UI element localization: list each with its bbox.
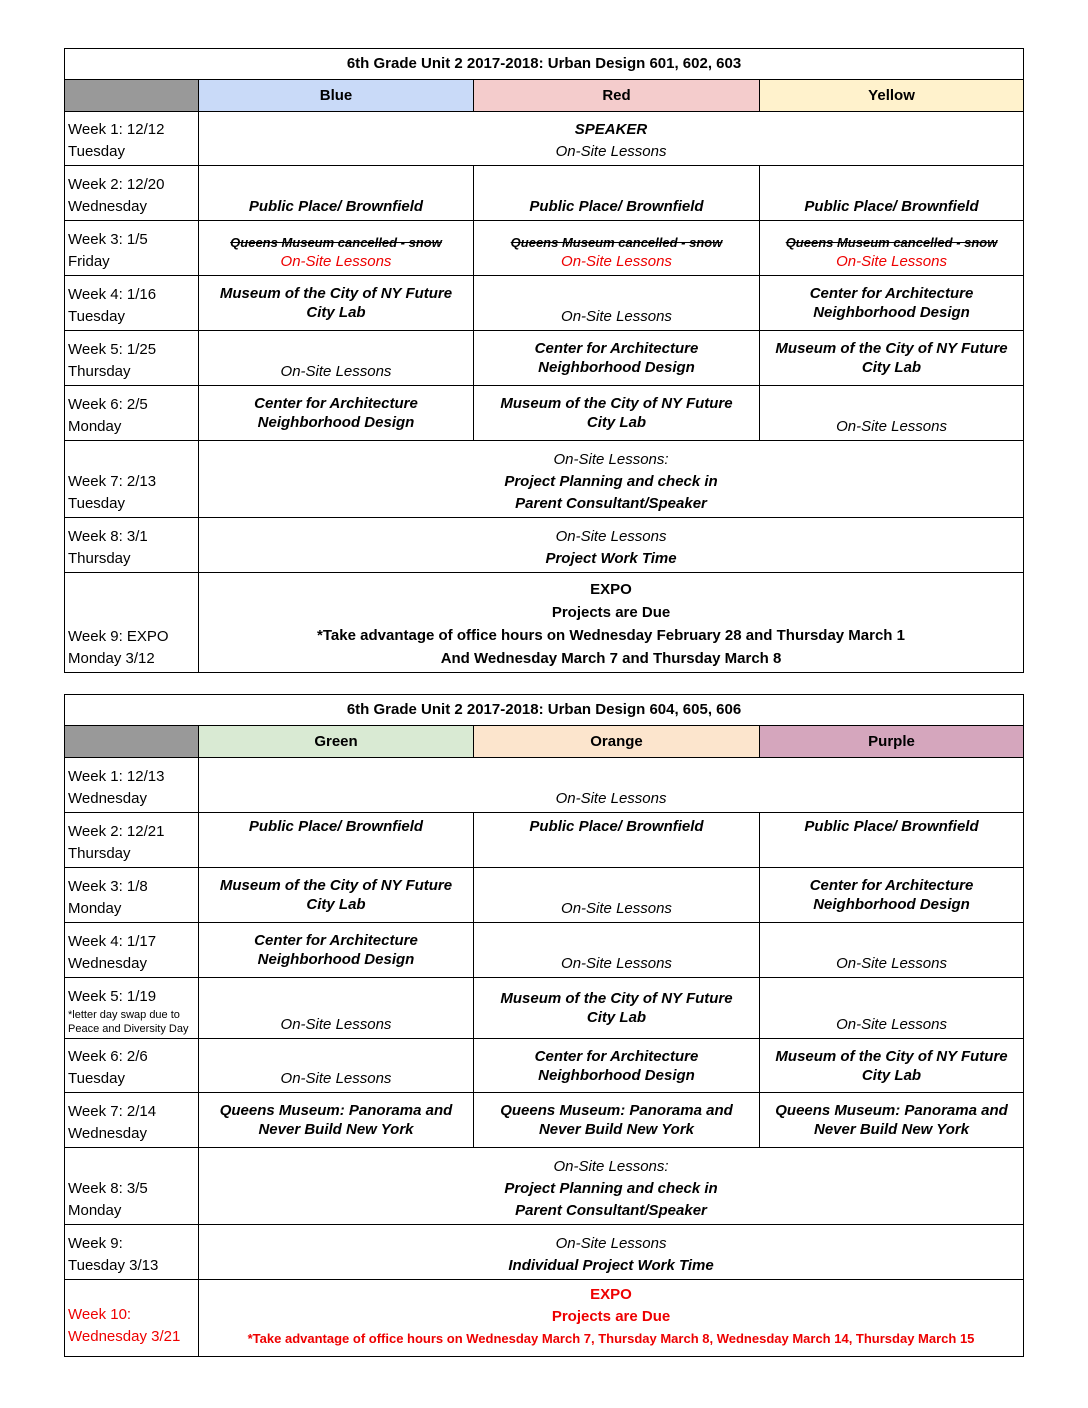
table-row [65, 221, 1024, 276]
activity-cell: Center for Architecture Neighborhood Design [199, 923, 474, 978]
table-row [65, 1225, 1024, 1280]
group-orange: Orange [474, 726, 760, 758]
week-label: Week 3: 1/5 Friday [65, 221, 199, 276]
schedule-table-601-603 [64, 48, 1024, 673]
activity-cell: Museum of the City of NY Future City Lab [199, 276, 474, 331]
week-label: Week 3: 1/8 Monday [65, 868, 199, 923]
activity-cell: Public Place/ Brownfield [760, 166, 1024, 221]
table-row [65, 386, 1024, 441]
week-activity: SPEAKER On-Site Lessons [199, 112, 1024, 166]
activity-cell: Center for Architecture Neighborhood Design [199, 386, 474, 441]
week-label: Week 8: 3/1 Thursday [65, 518, 199, 573]
table-row [65, 573, 1024, 673]
week-label: Week 7: 2/14 Wednesday [65, 1093, 199, 1148]
week-label: Week 4: 1/17 Wednesday [65, 923, 199, 978]
week-label: Week 10: Wednesday 3/21 [65, 1280, 199, 1357]
week-label: Week 8: 3/5 Monday [65, 1148, 199, 1225]
activity-cell: Public Place/ Brownfield [760, 813, 1024, 868]
activity-cell: On-Site Lessons [199, 978, 474, 1039]
expo-activity: EXPO Projects are Due *Take advantage of office hours on Wednesday March 7, Thursday March 8, Wednesday March 14, Thursday March 15 [199, 1280, 1024, 1357]
week-label: Week 2: 12/20 Wednesday [65, 166, 199, 221]
activity-cell: Museum of the City of NY Future City Lab [474, 978, 760, 1039]
activity-cell: Queens Museum cancelled - snow On-Site Lessons [760, 221, 1024, 276]
group-header-row [65, 80, 1024, 112]
activity-cell: On-Site Lessons [474, 923, 760, 978]
table-title: 6th Grade Unit 2 2017-2018: Urban Design 601, 602, 603 [65, 49, 1024, 80]
activity-cell: Museum of the City of NY Future City Lab [474, 386, 760, 441]
table-row [65, 112, 1024, 166]
activity-cell: On-Site Lessons [760, 978, 1024, 1039]
activity-cell: On-Site Lessons [474, 276, 760, 331]
week-label: Week 7: 2/13 Tuesday [65, 441, 199, 518]
group-red: Red [474, 80, 760, 112]
week-label: Week 5: 1/25 Thursday [65, 331, 199, 386]
header-corner [65, 726, 199, 758]
week-label: Week 1: 12/13 Wednesday [65, 758, 199, 813]
table-row [65, 978, 1024, 1039]
activity-cell: Museum of the City of NY Future City Lab [760, 331, 1024, 386]
activity-cell: Queens Museum: Panorama and Never Build New York [199, 1093, 474, 1148]
activity-cell: Public Place/ Brownfield [199, 813, 474, 868]
activity-cell: On-Site Lessons [474, 868, 760, 923]
activity-cell: Queens Museum: Panorama and Never Build New York [760, 1093, 1024, 1148]
week-label: Week 9: EXPO Monday 3/12 [65, 573, 199, 673]
week-label: Week 9: Tuesday 3/13 [65, 1225, 199, 1280]
table-row [65, 166, 1024, 221]
activity-cell: On-Site Lessons [760, 386, 1024, 441]
week-activity: On-Site Lessons: Project Planning and check in Parent Consultant/Speaker [199, 1148, 1024, 1225]
activity-cell: Center for Architecture Neighborhood Design [760, 868, 1024, 923]
week-label: Week 6: 2/5 Monday [65, 386, 199, 441]
group-purple: Purple [760, 726, 1024, 758]
activity-cell: Queens Museum cancelled - snow On-Site Lessons [474, 221, 760, 276]
week-label: Week 2: 12/21 Thursday [65, 813, 199, 868]
activity-cell: Center for Architecture Neighborhood Design [474, 331, 760, 386]
week-activity: On-Site Lessons Individual Project Work Time [199, 1225, 1024, 1280]
table-row [65, 276, 1024, 331]
activity-cell: Queens Museum cancelled - snow On-Site Lessons [199, 221, 474, 276]
week-activity: On-Site Lessons Project Work Time [199, 518, 1024, 573]
activity-cell: Center for Architecture Neighborhood Design [474, 1039, 760, 1093]
group-yellow: Yellow [760, 80, 1024, 112]
activity-cell: Public Place/ Brownfield [474, 166, 760, 221]
activity-cell: Center for Architecture Neighborhood Design [760, 276, 1024, 331]
table-row [65, 518, 1024, 573]
week-label: Week 6: 2/6 Tuesday [65, 1039, 199, 1093]
group-blue: Blue [199, 80, 474, 112]
expo-activity: EXPO Projects are Due *Take advantage of office hours on Wednesday February 28 and Thursday March 1 And Wednesday March 7 and Thursday March 8 [199, 573, 1024, 673]
table-row [65, 923, 1024, 978]
week-activity: On-Site Lessons: Project Planning and check in Parent Consultant/Speaker [199, 441, 1024, 518]
week-label: Week 1: 12/12 Tuesday [65, 112, 199, 166]
activity-cell: On-Site Lessons [199, 1039, 474, 1093]
group-header-row [65, 726, 1024, 758]
activity-cell: Museum of the City of NY Future City Lab [199, 868, 474, 923]
table-row [65, 1093, 1024, 1148]
activity-cell: On-Site Lessons [760, 923, 1024, 978]
table-row [65, 1280, 1024, 1357]
table-row [65, 1148, 1024, 1225]
table-row [65, 868, 1024, 923]
activity-cell: On-Site Lessons [199, 331, 474, 386]
table-row [65, 813, 1024, 868]
week-label: Week 5: 1/19 *letter day swap due to Peace and Diversity Day [65, 978, 199, 1039]
week-activity: On-Site Lessons [199, 758, 1024, 813]
activity-cell: Queens Museum: Panorama and Never Build New York [474, 1093, 760, 1148]
activity-cell: Public Place/ Brownfield [474, 813, 760, 868]
schedule-table-604-606 [64, 694, 1024, 1357]
table-row [65, 441, 1024, 518]
activity-cell: Public Place/ Brownfield [199, 166, 474, 221]
table-row [65, 1039, 1024, 1093]
week-label: Week 4: 1/16 Tuesday [65, 276, 199, 331]
table-row [65, 331, 1024, 386]
header-corner [65, 80, 199, 112]
table-row [65, 758, 1024, 813]
table-title: 6th Grade Unit 2 2017-2018: Urban Design 604, 605, 606 [65, 695, 1024, 726]
group-green: Green [199, 726, 474, 758]
activity-cell: Museum of the City of NY Future City Lab [760, 1039, 1024, 1093]
